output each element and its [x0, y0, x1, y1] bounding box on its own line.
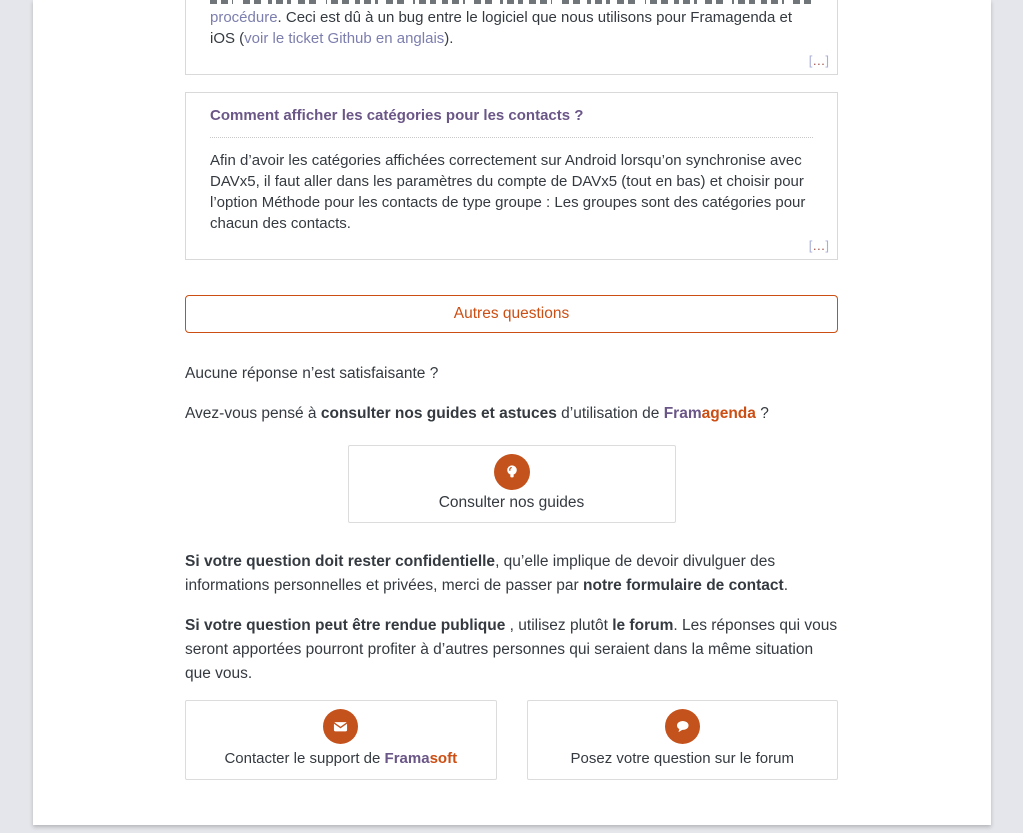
text-run: ]: [825, 53, 829, 68]
text-run: ).: [444, 30, 454, 47]
contact-support-card[interactable]: [185, 700, 497, 780]
public-question-paragraph: [185, 614, 838, 686]
text-run: ?: [755, 405, 769, 422]
bold-text-run: Si votre question doit rester confidentielle: [185, 553, 496, 570]
text-run: .: [783, 577, 789, 594]
faq-answer-text: Afin d’avoir les catégories affichées correctement sur Android lorsqu’on synchronise avec DAVx5, il faut aller dans les paramètres du compte de DAVx5 (tout en bas) et choisir pour l’option Méthode pour les contacts de type groupe : Les groupes sont des catégories pour chacun des contacts.: [210, 152, 806, 232]
consult-guides-card[interactable]: [348, 445, 676, 523]
page-container: [33, 0, 991, 825]
text-run: Avez-vous pensé à: [185, 405, 321, 422]
text-run: d’utilisation de: [556, 405, 664, 422]
card-footer: [210, 54, 829, 68]
card-footer: [210, 239, 829, 253]
speech-bubble-icon: [665, 709, 700, 744]
bold-text-run: Si votre question peut être rendue publique: [185, 617, 506, 634]
faq-card-contacts-categories: [185, 92, 838, 260]
text-run: ]: [825, 238, 829, 253]
faq-card-ios-bug: [185, 0, 838, 75]
show-more-link[interactable]: [809, 238, 829, 253]
text-run: , qu’elle implique de devoir divulguer des informations personnelles et privées, merci de passer par: [185, 553, 776, 594]
show-more-link[interactable]: [809, 53, 829, 68]
envelope-icon: [323, 709, 358, 744]
contact-card-label: [186, 750, 496, 768]
text-run: . Les réponses qui vous seront apportées pourront profiter à d’autres personnes qui seraient dans la même situation que vous.: [185, 617, 838, 682]
dotted-divider: [210, 137, 813, 138]
brand-text-fram: Fram: [663, 405, 702, 422]
procedure-link[interactable]: procédure: [210, 9, 278, 26]
text-run: Contacter le support de: [224, 750, 385, 767]
forum-card-label: Posez votre question sur le forum: [570, 750, 794, 767]
text-run: …: [812, 238, 826, 253]
text-run: [: [808, 53, 813, 68]
github-ticket-link[interactable]: voir le ticket Github en anglais: [244, 30, 445, 47]
lightbulb-icon: [494, 454, 530, 490]
guides-suggestion-text: [185, 405, 838, 423]
brand-text-agenda: agenda: [701, 405, 756, 422]
no-answer-text: Aucune réponse n’est satisfaisante ?: [185, 365, 439, 382]
brand-text-soft: soft: [429, 750, 458, 767]
forum-question-card[interactable]: [527, 700, 839, 780]
bold-text-run: consulter nos guides et astuces: [320, 405, 557, 422]
text-run: , utilisez plutôt: [505, 617, 613, 634]
confidential-paragraph: [185, 550, 838, 598]
text-run: . Ceci est dû à un bug entre le logiciel que nous utilisons pour Framagenda et iOS (: [210, 9, 793, 47]
faq-answer-text: [210, 7, 813, 49]
brand-text-frama: Frama: [384, 750, 430, 767]
action-cards-row: [185, 700, 838, 780]
clipped-text-line: [210, 0, 813, 4]
guides-card-label: Consulter nos guides: [438, 494, 585, 511]
text-run: [: [808, 238, 813, 253]
contact-form-link[interactable]: notre formulaire de contact: [583, 577, 784, 594]
other-questions-button[interactable]: Autres questions: [185, 295, 838, 333]
forum-link[interactable]: le forum: [612, 617, 674, 634]
faq-question-title: Comment afficher les catégories pour les contacts ?: [210, 107, 584, 124]
faq-content-column: [185, 0, 838, 780]
text-run: …: [812, 53, 826, 68]
